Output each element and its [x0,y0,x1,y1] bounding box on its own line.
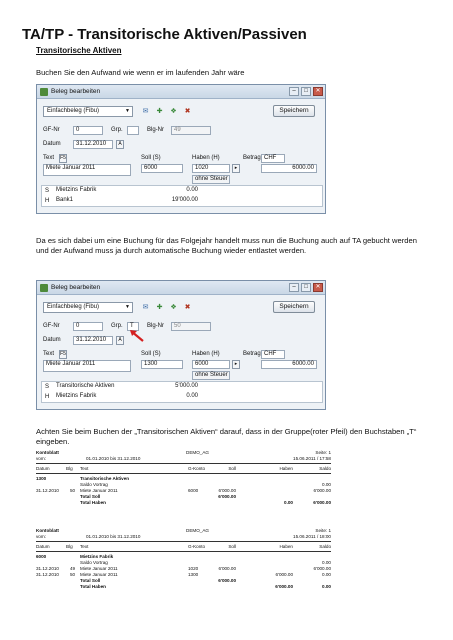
vortrag-saldo: 0.00 [322,482,331,487]
soll-marker: S [45,188,50,194]
row-date: 31.12.2010 [36,566,59,571]
betrag-field[interactable]: 6000.00 [261,164,317,173]
soll-account-amount: 0.00 [150,187,200,196]
datum-label: Datum [43,141,61,147]
scan-icon[interactable]: ✉ [142,108,149,115]
app-icon [40,88,48,96]
column-header [36,466,331,472]
account-number: 1300 [36,476,47,481]
account-preview [41,381,323,403]
row-text: Miete Januar 2011 [80,488,118,493]
haben-label: Haben (H) [192,155,220,161]
col-haben: Haben [279,544,293,549]
grp-field[interactable] [127,126,139,135]
account-name: Transitorische Aktiven [80,476,130,481]
haben-label: Haben (H) [192,351,220,357]
soll-account-amount: 5'000.00 [150,383,200,392]
row-gkonto: 1020 [188,566,199,571]
column-header [36,544,331,550]
col-gkonto: G-Konto [188,466,206,471]
page-number: Seite: 1 [315,528,331,533]
haben-account-amount: 0.00 [150,393,200,402]
col-blg: Blg [66,466,73,471]
scan-icon[interactable]: ✉ [142,304,149,311]
blg-field[interactable]: 50 [171,322,211,331]
row-gkonto: 6000 [188,488,199,493]
printed-date: 15.06.2011 / 17:58 [293,456,331,461]
row-blg: 50 [70,488,76,493]
col-text: Text [80,544,89,549]
soll-field[interactable]: 1300 [141,360,183,369]
period: 01.01.2010 bis 31.12.2010 [86,456,141,461]
close-icon[interactable]: ✕ [313,283,323,292]
tax-code-button[interactable]: ▸ [232,360,240,369]
row-soll: 6'000.00 [218,488,236,493]
betrag-field[interactable]: 6000.00 [261,360,317,369]
grp-field[interactable]: T [127,322,139,331]
kontoblatt-heading: Kontoblatt [36,528,59,533]
window-titlebar [37,85,325,99]
currency-field[interactable]: CHF [261,154,285,163]
row-saldo: 6'000.00 [313,488,331,493]
haben-field[interactable]: 1020 [192,164,230,173]
vom-label: vom: [36,456,46,461]
copy-icon[interactable]: ❖ [170,108,177,115]
chevron-down-icon: ▼ [125,108,130,114]
row-haben: 6'000.00 [275,572,293,577]
datum-label: Datum [43,337,61,343]
kontoblatt-heading: Kontoblatt [36,450,59,455]
col-text: Text [80,466,89,471]
window-title: Beleg bearbeiten [51,88,101,95]
gf-field[interactable]: 0 [73,322,103,331]
total-haben: 0.00 [284,500,293,505]
tax-field[interactable]: ohne Steuer [192,175,230,184]
gf-label: GF-Nr [43,323,60,329]
row-blg: 50 [70,572,76,577]
page-number: Seite: 1 [315,450,331,455]
red-arrow-icon [129,329,149,345]
row-date: 31.12.2010 [36,572,59,577]
text-lookup-button[interactable]: F5 [60,351,66,357]
text-field[interactable]: Miete Januar 2011 [43,360,131,372]
col-soll: Soll [228,466,236,471]
col-datum: Datum [36,544,50,549]
gf-field[interactable]: 0 [73,126,103,135]
col-saldo: Saldo [319,466,331,471]
datum-field[interactable]: 31.12.2010 [73,336,113,345]
add-icon[interactable]: ✚ [156,108,163,115]
total-soll: 6'000.00 [218,494,236,499]
col-datum: Datum [36,466,50,471]
text-label: Text [43,351,55,357]
close-icon[interactable]: ✕ [313,87,323,96]
end-saldo: 6'000.00 [313,500,331,505]
window-title: Beleg bearbeiten [51,284,101,291]
paragraph-3: Achten Sie beim Buchen der „Transitorischen Aktiven“ darauf, dass in der Gruppe(roter Pfeil) den Buchstaben „T“ eingeben. [36,427,417,446]
betrag-label: Betrag [243,155,261,161]
account-preview [41,185,323,207]
text-label: Text [43,155,55,161]
col-saldo: Saldo [319,544,331,549]
delete-icon[interactable]: ✖ [184,304,191,311]
beleg-type-value: Einfachbeleg (Fibu) [47,108,100,114]
vortrag-label: Saldo Vortrag [80,482,108,487]
row-soll: 6'000.00 [218,566,236,571]
minimize-icon[interactable]: – [289,283,299,292]
betrag-label: Betrag [243,351,261,357]
grp-label: Grp. [111,127,123,133]
chevron-down-icon: ▼ [125,304,130,310]
total-soll: 6'000.00 [218,578,236,583]
total-haben-label: Total Haben [80,500,106,505]
kontoblatt-2 [36,528,331,590]
date-picker-button[interactable]: A [116,140,124,149]
total-soll-label: Total Soll [80,494,101,499]
total-soll-label: Total Soll [80,578,101,583]
vortrag-saldo: 0.00 [322,560,331,565]
haben-account-name: Bank1 [54,197,114,206]
company-name: DEMO_AG [186,450,209,455]
beleg-type-value: Einfachbeleg (Fibu) [47,304,100,310]
col-blg: Blg [66,544,73,549]
company-name: DEMO_AG [186,528,209,533]
save-button[interactable]: Speichern [273,105,315,117]
period: 01.01.2010 bis 31.12.2010 [86,534,141,539]
kontoblatt-1 [36,450,331,506]
soll-marker: S [45,384,50,390]
tax-code-button[interactable]: ▸ [232,164,240,173]
blg-label: Blg-Nr [147,127,165,133]
col-haben: Haben [279,466,293,471]
haben-marker: H [45,394,50,400]
datum-field[interactable]: 31.12.2010 [73,140,113,149]
account-number: 6000 [36,554,47,559]
total-haben-label: Total Haben [80,584,106,589]
blg-field[interactable]: 49 [171,126,211,135]
text-field[interactable]: Miete Januar 2011 [43,164,131,176]
soll-account-name: Transitorische Aktiven [54,383,134,392]
soll-field[interactable]: 6000 [141,164,183,173]
gf-label: GF-Nr [43,127,60,133]
row-date: 31.12.2010 [36,488,59,493]
haben-account-name: Mietzins Fabrik [54,393,134,402]
soll-label: Soll (S) [141,351,161,357]
minimize-icon[interactable]: – [289,87,299,96]
col-soll: Soll [228,544,236,549]
section-subtitle: Transitorische Aktiven [36,46,122,55]
vortrag-label: Saldo Vortrag [80,560,108,565]
beleg-dialog-1 [36,84,326,214]
add-icon[interactable]: ✚ [156,304,163,311]
paragraph-2: Da es sich dabei um eine Buchung für das Folgejahr handelt muss nun die Buchung auch auf TA gebucht werden und der Aufwand muss ja durch automatische Buchung wieder entlastet werden. [36,236,417,255]
maximize-icon[interactable]: □ [301,87,311,96]
copy-icon[interactable]: ❖ [170,304,177,311]
beleg-type-select[interactable] [43,106,133,117]
row-saldo: 6'000.00 [313,566,331,571]
page-title: TA/TP - Transitorische Aktiven/Passiven [22,26,307,43]
maximize-icon[interactable]: □ [301,283,311,292]
row-blg: 49 [70,566,76,571]
app-icon [40,284,48,292]
vom-label: vom: [36,534,46,539]
row-text: Miete Januar 2011 [80,566,118,571]
row-text: Miete Januar 2011 [80,572,118,577]
grp-label: Grp. [111,323,123,329]
haben-field[interactable]: 6000 [192,360,230,369]
haben-account-amount: 19'000.00 [150,197,200,206]
window-titlebar [37,281,325,295]
printed-date: 15.06.2011 / 18:00 [293,534,331,539]
row-saldo: 0.00 [322,572,331,577]
tax-field[interactable]: ohne Steuer [192,371,230,380]
save-button[interactable]: Speichern [273,301,315,313]
beleg-dialog-2 [36,280,326,410]
beleg-type-select[interactable] [43,302,133,313]
total-haben: 6'000.00 [275,584,293,589]
date-picker-button[interactable]: A [116,336,124,345]
account-name: Mietzins Fabrik [80,554,114,559]
text-lookup-button[interactable]: F5 [60,155,66,161]
end-saldo: 0.00 [322,584,331,589]
row-gkonto: 1300 [188,572,199,577]
soll-account-name: Mietzins Fabrik [54,187,114,196]
col-gkonto: G-Konto [188,544,206,549]
soll-label: Soll (S) [141,155,161,161]
haben-marker: H [45,198,50,204]
paragraph-1: Buchen Sie den Aufwand wie wenn er im laufenden Jahr wäre [36,68,245,77]
currency-field[interactable]: CHF [261,350,285,359]
blg-label: Blg-Nr [147,323,165,329]
delete-icon[interactable]: ✖ [184,108,191,115]
